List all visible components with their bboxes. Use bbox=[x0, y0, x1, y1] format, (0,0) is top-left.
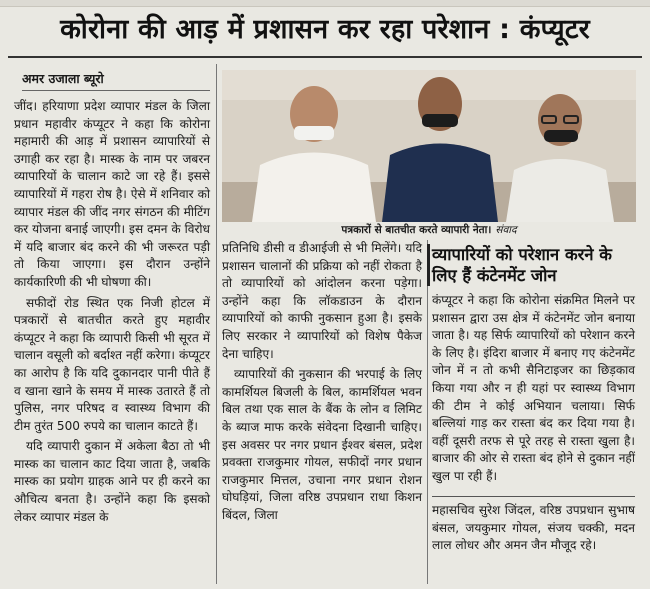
column-divider bbox=[427, 240, 428, 584]
paragraph: सफीदों रोड स्थित एक निजी होटल में पत्रकारों से बातचीत करते हुए महावीर कंप्यूटर ने कहा कि व्यापारी किसी भी सूरत में चालान वसूली को बर्दाश्त नहीं करेगा। कंप्यूटर का आरोप है कि यदि दुकानदार पानी पीते हैं व खाना खाने के समय में मास्क उतारते हैं तो पुलिस, नगर परिषद व स्वास्थ्य विभाग की टीम तुरंत 500 रुपये का चालान काटते हैं। bbox=[14, 295, 210, 433]
byline: अमर उजाला ब्यूरो bbox=[22, 71, 104, 86]
paragraph: प्रतिनिधि डीसी व डीआईजी से भी मिलेंगे। यदि प्रशासन चालानों की प्रक्रिया को नहीं रोकता है तो व्यापारियों को आंदोलन करना पड़ेगा। उन्होंने कहा कि लॉकडाउन के दौरान व्यापारियों को काफी नुकसान हुआ है। इसके लिए सरकार ने व्यापारियों को विशेष पैकेज देना चाहिए। bbox=[222, 241, 422, 361]
news-photo bbox=[222, 70, 636, 222]
page-top-strip bbox=[0, 0, 650, 7]
photo-three-men-illustration bbox=[222, 70, 636, 222]
byline-rule bbox=[22, 90, 210, 91]
subhead-accent-bar bbox=[427, 244, 430, 286]
caption-text: पत्रकारों से बातचीत करते व्यापारी नेता। bbox=[341, 224, 492, 236]
subheadline: व्यापारियों को परेशान करने के लिए हैं कंटेनमेंट जोन bbox=[432, 245, 612, 285]
article-column-3 bbox=[432, 292, 635, 489]
paragraph: महासचिव सुरेश जिंदल, वरिष्ठ उपप्रधान सुभाष बंसल, जयकुमार गोयल, संजय चक्की, मदन लाल लोधर और अमन जैन मौजूद रहे। bbox=[432, 503, 635, 553]
article-column-2 bbox=[222, 240, 422, 528]
photo-credit: संवाद bbox=[495, 224, 517, 236]
photo-caption bbox=[222, 222, 636, 238]
paragraph: व्यापारियों की नुकसान की भरपाई के लिए कामर्शियल बिजली के बिल, कामर्शियल भवन बिल तथा एक साल के बैंक के लोन व लिमिट के ब्याज माफ करके संवेदना दिखानी चाहिए। इस अवसर पर नगर प्रधान ईश्वर बंसल, प्रदेश प्रवक्ता राजकुमार गोयल, सफीदों नगर प्रधान राजकुमार मित्तल, उचाना नगर प्रधान रोशन घोघड़ियां, जिला वरिष्ठ उपप्रधान राधा किशन बिंदल, जिला bbox=[222, 367, 422, 522]
article-column-1 bbox=[14, 98, 210, 529]
article-column-3-continued bbox=[432, 502, 635, 558]
column-divider bbox=[216, 64, 217, 584]
paragraph: जींद। हरियाणा प्रदेश व्यापार मंडल के जिला प्रधान महावीर कंप्यूटर ने कहा कि कोरोना महामारी की आड़ में प्रशासन व्यापारियों से उगाही कर रहा है। मास्क के नाम पर जबरन व्यापारियों के चालान काटे जा रहे हैं। इससे व्यापारियों में गहरा रोष है। ऐसे में शनिवार को व्यापार मंडल की जींद नगर संगठन की मीटिंग कर योजना बनाई जाएगी। इस दमन के विरोध में यदि बाजार बंद करने की भी जरूरत पड़ी तो किया जाएगा। इस दौरान उन्होंने कार्यकारिणी की भी घोषणा की। bbox=[14, 99, 210, 289]
section-divider bbox=[432, 496, 635, 497]
headline-rule bbox=[8, 56, 642, 58]
paragraph: यदि व्यापारी दुकान में अकेला बैठा तो भी मास्क का चालान काट दिया जाता है, जबकि मास्क का प्रयोग ग्राहक आने पर ही करने का औचित्य बनता है। उन्होंने कहा कि इसको लेकर व्यापार मंडल के bbox=[14, 439, 210, 524]
paragraph: कंप्यूटर ने कहा कि कोरोना संक्रमित मिलने पर प्रशासन द्वारा उस क्षेत्र में कंटेनमेंट जोन बनाया जाता है। यह सिर्फ व्यापारियों को परेशान करने के लिए है। इंदिरा बाजार में बनाए गए कंटेनमेंट जोन में न तो कभी सैनिटाइजर का छिड़काव किया गया और न ही यहां पर स्वास्थ्य विभाग की टीम ने कोई अभियान चलाया। सिर्फ बल्लियां गाड़ कर रास्ता बंद कर दिया गया है। वहीं दूसरी तरफ से पूरे तरह से रास्ता खुला है। बाजार की ओर से रास्ता बंद होने से दुकान नहीं खुल पा रही हैं। bbox=[432, 293, 635, 483]
headline: कोरोना की आड़ में प्रशासन कर रहा परेशान : कंप्यूटर bbox=[60, 14, 590, 45]
